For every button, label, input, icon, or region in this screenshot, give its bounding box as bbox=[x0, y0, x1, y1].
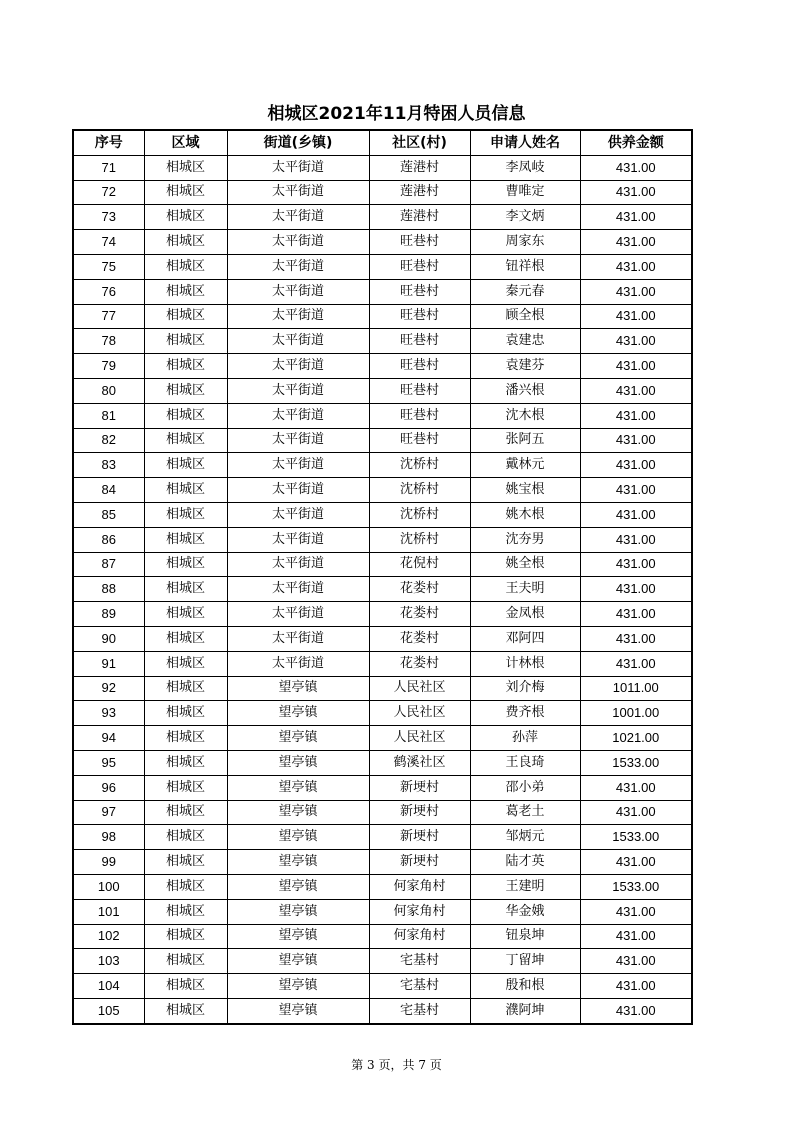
cell-community: 新埂村 bbox=[369, 825, 470, 850]
cell-community: 莲港村 bbox=[369, 180, 470, 205]
cell-amount: 1011.00 bbox=[580, 676, 692, 701]
cell-community: 旺巷村 bbox=[369, 378, 470, 403]
cell-serial: 78 bbox=[73, 329, 144, 354]
cell-district: 相城区 bbox=[144, 949, 227, 974]
cell-district: 相城区 bbox=[144, 577, 227, 602]
cell-amount: 431.00 bbox=[580, 403, 692, 428]
table-row bbox=[73, 825, 692, 850]
cell-applicant-name: 李凤岐 bbox=[470, 155, 580, 180]
cell-amount: 431.00 bbox=[580, 502, 692, 527]
table-row bbox=[73, 279, 692, 304]
cell-serial: 83 bbox=[73, 453, 144, 478]
cell-serial: 88 bbox=[73, 577, 144, 602]
cell-community: 人民社区 bbox=[369, 676, 470, 701]
cell-serial: 73 bbox=[73, 205, 144, 230]
cell-applicant-name: 王建明 bbox=[470, 874, 580, 899]
cell-street: 望亭镇 bbox=[227, 974, 369, 999]
table-row bbox=[73, 924, 692, 949]
cell-applicant-name: 华金娥 bbox=[470, 899, 580, 924]
cell-street: 望亭镇 bbox=[227, 924, 369, 949]
cell-serial: 74 bbox=[73, 230, 144, 255]
cell-amount: 431.00 bbox=[580, 230, 692, 255]
table-row bbox=[73, 304, 692, 329]
cell-street: 望亭镇 bbox=[227, 676, 369, 701]
cell-applicant-name: 王夫明 bbox=[470, 577, 580, 602]
cell-community: 新埂村 bbox=[369, 800, 470, 825]
cell-applicant-name: 邹炳元 bbox=[470, 825, 580, 850]
cell-amount: 1001.00 bbox=[580, 701, 692, 726]
cell-street: 太平街道 bbox=[227, 527, 369, 552]
cell-serial: 104 bbox=[73, 974, 144, 999]
cell-amount: 1533.00 bbox=[580, 750, 692, 775]
cell-serial: 72 bbox=[73, 180, 144, 205]
cell-amount: 431.00 bbox=[580, 478, 692, 503]
table-row bbox=[73, 502, 692, 527]
cell-serial: 94 bbox=[73, 726, 144, 751]
column-header-amount: 供养金额 bbox=[580, 130, 692, 155]
cell-street: 望亭镇 bbox=[227, 825, 369, 850]
cell-community: 新埂村 bbox=[369, 850, 470, 875]
cell-street: 太平街道 bbox=[227, 205, 369, 230]
cell-district: 相城区 bbox=[144, 775, 227, 800]
cell-district: 相城区 bbox=[144, 701, 227, 726]
cell-serial: 101 bbox=[73, 899, 144, 924]
cell-street: 望亭镇 bbox=[227, 800, 369, 825]
table-row bbox=[73, 329, 692, 354]
table-row bbox=[73, 949, 692, 974]
cell-serial: 86 bbox=[73, 527, 144, 552]
cell-district: 相城区 bbox=[144, 205, 227, 230]
cell-amount: 431.00 bbox=[580, 428, 692, 453]
table-row bbox=[73, 626, 692, 651]
cell-district: 相城区 bbox=[144, 726, 227, 751]
cell-applicant-name: 沈木根 bbox=[470, 403, 580, 428]
cell-applicant-name: 姚宝根 bbox=[470, 478, 580, 503]
cell-applicant-name: 陆才英 bbox=[470, 850, 580, 875]
cell-street: 太平街道 bbox=[227, 304, 369, 329]
table-row bbox=[73, 378, 692, 403]
cell-street: 太平街道 bbox=[227, 502, 369, 527]
cell-district: 相城区 bbox=[144, 354, 227, 379]
cell-applicant-name: 殷和根 bbox=[470, 974, 580, 999]
cell-street: 太平街道 bbox=[227, 329, 369, 354]
cell-street: 太平街道 bbox=[227, 403, 369, 428]
cell-street: 望亭镇 bbox=[227, 850, 369, 875]
cell-community: 何家角村 bbox=[369, 899, 470, 924]
cell-district: 相城区 bbox=[144, 304, 227, 329]
cell-amount: 431.00 bbox=[580, 602, 692, 627]
table-row bbox=[73, 726, 692, 751]
cell-street: 太平街道 bbox=[227, 230, 369, 255]
cell-street: 望亭镇 bbox=[227, 726, 369, 751]
cell-community: 沈桥村 bbox=[369, 527, 470, 552]
cell-serial: 80 bbox=[73, 378, 144, 403]
table-row bbox=[73, 750, 692, 775]
cell-community: 鹤溪社区 bbox=[369, 750, 470, 775]
cell-community: 旺巷村 bbox=[369, 279, 470, 304]
cell-amount: 431.00 bbox=[580, 304, 692, 329]
cell-serial: 97 bbox=[73, 800, 144, 825]
cell-community: 花娄村 bbox=[369, 651, 470, 676]
column-header-district: 区域 bbox=[144, 130, 227, 155]
cell-district: 相城区 bbox=[144, 378, 227, 403]
cell-serial: 91 bbox=[73, 651, 144, 676]
cell-applicant-name: 王良琦 bbox=[470, 750, 580, 775]
table-row bbox=[73, 354, 692, 379]
column-header-community: 社区(村) bbox=[369, 130, 470, 155]
cell-community: 沈桥村 bbox=[369, 453, 470, 478]
cell-street: 太平街道 bbox=[227, 577, 369, 602]
cell-street: 太平街道 bbox=[227, 378, 369, 403]
cell-amount: 431.00 bbox=[580, 155, 692, 180]
cell-district: 相城区 bbox=[144, 403, 227, 428]
table-row bbox=[73, 254, 692, 279]
cell-district: 相城区 bbox=[144, 254, 227, 279]
cell-applicant-name: 钮泉坤 bbox=[470, 924, 580, 949]
cell-serial: 81 bbox=[73, 403, 144, 428]
cell-applicant-name: 张阿五 bbox=[470, 428, 580, 453]
cell-applicant-name: 戴林元 bbox=[470, 453, 580, 478]
cell-serial: 76 bbox=[73, 279, 144, 304]
cell-street: 太平街道 bbox=[227, 602, 369, 627]
table-row bbox=[73, 775, 692, 800]
column-header-serial: 序号 bbox=[73, 130, 144, 155]
cell-serial: 96 bbox=[73, 775, 144, 800]
cell-district: 相城区 bbox=[144, 329, 227, 354]
cell-district: 相城区 bbox=[144, 676, 227, 701]
table-row bbox=[73, 155, 692, 180]
cell-street: 望亭镇 bbox=[227, 874, 369, 899]
cell-amount: 431.00 bbox=[580, 205, 692, 230]
cell-serial: 82 bbox=[73, 428, 144, 453]
table-row bbox=[73, 974, 692, 999]
table-row bbox=[73, 899, 692, 924]
cell-street: 望亭镇 bbox=[227, 750, 369, 775]
cell-serial: 75 bbox=[73, 254, 144, 279]
cell-serial: 102 bbox=[73, 924, 144, 949]
cell-amount: 431.00 bbox=[580, 329, 692, 354]
cell-amount: 431.00 bbox=[580, 850, 692, 875]
cell-applicant-name: 李文炳 bbox=[470, 205, 580, 230]
cell-district: 相城区 bbox=[144, 527, 227, 552]
cell-amount: 431.00 bbox=[580, 899, 692, 924]
cell-district: 相城区 bbox=[144, 602, 227, 627]
table-row bbox=[73, 180, 692, 205]
cell-street: 太平街道 bbox=[227, 279, 369, 304]
cell-serial: 90 bbox=[73, 626, 144, 651]
table-row bbox=[73, 205, 692, 230]
cell-street: 太平街道 bbox=[227, 453, 369, 478]
cell-district: 相城区 bbox=[144, 924, 227, 949]
cell-community: 何家角村 bbox=[369, 924, 470, 949]
cell-community: 莲港村 bbox=[369, 155, 470, 180]
cell-community: 新埂村 bbox=[369, 775, 470, 800]
cell-serial: 77 bbox=[73, 304, 144, 329]
cell-amount: 431.00 bbox=[580, 180, 692, 205]
cell-street: 太平街道 bbox=[227, 626, 369, 651]
cell-applicant-name: 袁建芬 bbox=[470, 354, 580, 379]
cell-applicant-name: 孙萍 bbox=[470, 726, 580, 751]
cell-street: 望亭镇 bbox=[227, 949, 369, 974]
table-row bbox=[73, 403, 692, 428]
cell-serial: 79 bbox=[73, 354, 144, 379]
cell-applicant-name: 潘兴根 bbox=[470, 378, 580, 403]
cell-applicant-name: 刘介梅 bbox=[470, 676, 580, 701]
cell-applicant-name: 周家东 bbox=[470, 230, 580, 255]
cell-district: 相城区 bbox=[144, 453, 227, 478]
table-row bbox=[73, 478, 692, 503]
cell-amount: 431.00 bbox=[580, 775, 692, 800]
table-row bbox=[73, 874, 692, 899]
cell-serial: 100 bbox=[73, 874, 144, 899]
cell-applicant-name: 丁留坤 bbox=[470, 949, 580, 974]
cell-applicant-name: 邓阿四 bbox=[470, 626, 580, 651]
table-row bbox=[73, 800, 692, 825]
cell-amount: 431.00 bbox=[580, 998, 692, 1023]
table-row bbox=[73, 453, 692, 478]
document-title: 相城区2021年11月特困人员信息 bbox=[267, 104, 526, 124]
table-row bbox=[73, 998, 692, 1023]
cell-district: 相城区 bbox=[144, 998, 227, 1023]
cell-serial: 84 bbox=[73, 478, 144, 503]
table-row bbox=[73, 230, 692, 255]
cell-amount: 1533.00 bbox=[580, 825, 692, 850]
support-roster-table bbox=[72, 129, 693, 1025]
cell-district: 相城区 bbox=[144, 651, 227, 676]
cell-district: 相城区 bbox=[144, 899, 227, 924]
cell-community: 旺巷村 bbox=[369, 354, 470, 379]
cell-amount: 431.00 bbox=[580, 279, 692, 304]
cell-district: 相城区 bbox=[144, 974, 227, 999]
cell-serial: 103 bbox=[73, 949, 144, 974]
cell-amount: 431.00 bbox=[580, 552, 692, 577]
cell-street: 太平街道 bbox=[227, 155, 369, 180]
cell-street: 望亭镇 bbox=[227, 775, 369, 800]
cell-amount: 431.00 bbox=[580, 354, 692, 379]
table-row bbox=[73, 428, 692, 453]
cell-applicant-name: 邵小弟 bbox=[470, 775, 580, 800]
cell-community: 人民社区 bbox=[369, 701, 470, 726]
cell-serial: 93 bbox=[73, 701, 144, 726]
cell-street: 太平街道 bbox=[227, 651, 369, 676]
cell-serial: 89 bbox=[73, 602, 144, 627]
cell-district: 相城区 bbox=[144, 874, 227, 899]
cell-district: 相城区 bbox=[144, 502, 227, 527]
cell-amount: 431.00 bbox=[580, 974, 692, 999]
cell-community: 何家角村 bbox=[369, 874, 470, 899]
table-header-row bbox=[73, 130, 692, 155]
cell-community: 花娄村 bbox=[369, 602, 470, 627]
cell-community: 花娄村 bbox=[369, 577, 470, 602]
cell-district: 相城区 bbox=[144, 800, 227, 825]
cell-amount: 431.00 bbox=[580, 527, 692, 552]
table-row bbox=[73, 676, 692, 701]
cell-community: 花娄村 bbox=[369, 626, 470, 651]
cell-amount: 431.00 bbox=[580, 626, 692, 651]
cell-amount: 431.00 bbox=[580, 651, 692, 676]
cell-community: 花倪村 bbox=[369, 552, 470, 577]
cell-street: 望亭镇 bbox=[227, 899, 369, 924]
column-header-street: 街道(乡镇) bbox=[227, 130, 369, 155]
cell-street: 望亭镇 bbox=[227, 998, 369, 1023]
cell-amount: 431.00 bbox=[580, 254, 692, 279]
cell-applicant-name: 计林根 bbox=[470, 651, 580, 676]
cell-amount: 431.00 bbox=[580, 577, 692, 602]
table-body bbox=[73, 155, 692, 1023]
cell-serial: 85 bbox=[73, 502, 144, 527]
cell-applicant-name: 顾全根 bbox=[470, 304, 580, 329]
cell-applicant-name: 葛老土 bbox=[470, 800, 580, 825]
cell-amount: 431.00 bbox=[580, 800, 692, 825]
cell-street: 太平街道 bbox=[227, 552, 369, 577]
cell-district: 相城区 bbox=[144, 279, 227, 304]
cell-district: 相城区 bbox=[144, 180, 227, 205]
cell-applicant-name: 濮阿坤 bbox=[470, 998, 580, 1023]
cell-applicant-name: 曹唯定 bbox=[470, 180, 580, 205]
cell-street: 望亭镇 bbox=[227, 701, 369, 726]
cell-serial: 95 bbox=[73, 750, 144, 775]
cell-amount: 1021.00 bbox=[580, 726, 692, 751]
cell-amount: 431.00 bbox=[580, 378, 692, 403]
cell-applicant-name: 沈夯男 bbox=[470, 527, 580, 552]
cell-street: 太平街道 bbox=[227, 180, 369, 205]
cell-district: 相城区 bbox=[144, 230, 227, 255]
cell-community: 旺巷村 bbox=[369, 403, 470, 428]
cell-community: 旺巷村 bbox=[369, 254, 470, 279]
cell-amount: 431.00 bbox=[580, 949, 692, 974]
cell-district: 相城区 bbox=[144, 552, 227, 577]
cell-applicant-name: 钮祥根 bbox=[470, 254, 580, 279]
cell-applicant-name: 姚木根 bbox=[470, 502, 580, 527]
table-row bbox=[73, 552, 692, 577]
table-row bbox=[73, 701, 692, 726]
cell-serial: 71 bbox=[73, 155, 144, 180]
cell-community: 旺巷村 bbox=[369, 230, 470, 255]
cell-district: 相城区 bbox=[144, 825, 227, 850]
cell-community: 沈桥村 bbox=[369, 502, 470, 527]
cell-community: 人民社区 bbox=[369, 726, 470, 751]
cell-district: 相城区 bbox=[144, 428, 227, 453]
cell-district: 相城区 bbox=[144, 155, 227, 180]
table-row bbox=[73, 850, 692, 875]
cell-serial: 99 bbox=[73, 850, 144, 875]
cell-district: 相城区 bbox=[144, 626, 227, 651]
cell-district: 相城区 bbox=[144, 850, 227, 875]
cell-community: 旺巷村 bbox=[369, 304, 470, 329]
cell-applicant-name: 费齐根 bbox=[470, 701, 580, 726]
cell-community: 莲港村 bbox=[369, 205, 470, 230]
page-footer: 第 3 页，共 7 页 bbox=[351, 1058, 442, 1072]
cell-serial: 87 bbox=[73, 552, 144, 577]
cell-district: 相城区 bbox=[144, 478, 227, 503]
table-row bbox=[73, 527, 692, 552]
table-row bbox=[73, 577, 692, 602]
cell-applicant-name: 袁建忠 bbox=[470, 329, 580, 354]
cell-community: 旺巷村 bbox=[369, 329, 470, 354]
cell-street: 太平街道 bbox=[227, 254, 369, 279]
cell-amount: 431.00 bbox=[580, 924, 692, 949]
cell-community: 宅基村 bbox=[369, 974, 470, 999]
cell-serial: 92 bbox=[73, 676, 144, 701]
cell-serial: 105 bbox=[73, 998, 144, 1023]
cell-applicant-name: 姚全根 bbox=[470, 552, 580, 577]
table-row bbox=[73, 602, 692, 627]
cell-applicant-name: 金凤根 bbox=[470, 602, 580, 627]
cell-applicant-name: 秦元春 bbox=[470, 279, 580, 304]
cell-amount: 1533.00 bbox=[580, 874, 692, 899]
cell-community: 旺巷村 bbox=[369, 428, 470, 453]
table-row bbox=[73, 651, 692, 676]
cell-serial: 98 bbox=[73, 825, 144, 850]
cell-street: 太平街道 bbox=[227, 478, 369, 503]
cell-district: 相城区 bbox=[144, 750, 227, 775]
cell-community: 沈桥村 bbox=[369, 478, 470, 503]
column-header-applicant: 申请人姓名 bbox=[470, 130, 580, 155]
cell-amount: 431.00 bbox=[580, 453, 692, 478]
cell-street: 太平街道 bbox=[227, 428, 369, 453]
cell-street: 太平街道 bbox=[227, 354, 369, 379]
cell-community: 宅基村 bbox=[369, 998, 470, 1023]
cell-community: 宅基村 bbox=[369, 949, 470, 974]
